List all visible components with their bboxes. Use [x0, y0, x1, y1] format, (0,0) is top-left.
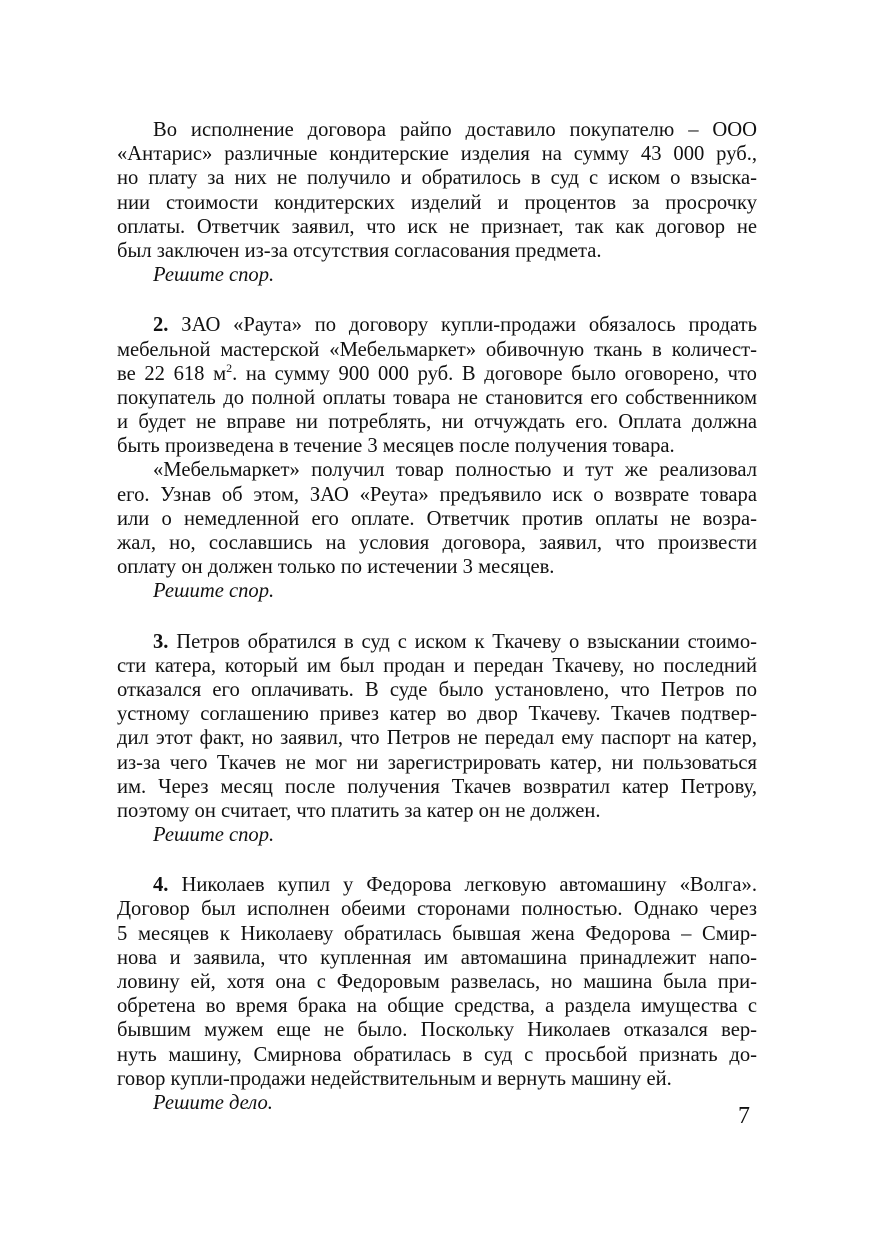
task-4 [117, 873, 757, 1115]
text-line: говор купли-продажи недействительным и вернуть машину ей. [117, 1067, 672, 1090]
text-line: нова и заявила, что купленная им автомашина принадлежит напо- [117, 946, 757, 969]
text-line: сти катера, который им был продан и передан Ткачеву, но последний [117, 654, 757, 677]
text-line: и будет не вправе ни потреблять, ни отчуждать его. Оплата должна [117, 411, 757, 434]
text-fragment: Николаев купил у Федорова легковую автомашину «Волга». [181, 874, 757, 897]
task-2-verdict: Решите спор. [153, 580, 275, 603]
text-line: отказался его оплачивать. В суде было установлено, что Петров по [117, 678, 757, 701]
text-line [117, 362, 757, 386]
task-3 [117, 630, 757, 848]
text-line: бывшим мужем еще не было. Поскольку Николаев отказался вер- [117, 1019, 757, 1042]
text-line: быть произведена в течение 3 месяцев после получения товара. [117, 435, 675, 458]
text-line: его. Узнав об этом, ЗАО «Реута» предъявило иск о возврате товара [117, 483, 757, 506]
text-line: им. Через месяц после получения Ткачев возвратил катер Петрову, [117, 775, 757, 798]
task-4-verdict: Решите дело. [153, 1091, 273, 1114]
text-line: или о немедленной его оплате. Ответчик против оплаты не возра- [117, 507, 757, 530]
page-number: 7 [738, 1103, 750, 1129]
task-3-verdict: Решите спор. [153, 824, 275, 847]
text-line: мебельной мастерской «Мебельмаркет» обивочную ткань в количест- [117, 338, 757, 361]
task-number: 4. [153, 874, 169, 897]
text-line: обретена во время брака на общие средства, а раздела имущества с [117, 995, 757, 1018]
text-line: покупатель до полной оплаты товара не становится его собственником [117, 386, 757, 409]
text-line: но плату за них не получило и обратилось в суд с иском о взыска- [117, 167, 757, 190]
text-fragment: . на сумму 900 000 руб. В договоре было оговорено, что [232, 362, 757, 385]
superscript: 2 [226, 360, 233, 375]
text-line: Во исполнение договора райпо доставило покупателю – ООО [153, 119, 757, 141]
task-3-first-line [117, 630, 757, 654]
page-body [117, 118, 757, 1115]
text-line: из-за чего Ткачев не мог ни зарегистрировать катер, ни пользоваться [117, 751, 757, 774]
text-line: жал, но, сославшись на условия договора, заявил, что произвести [117, 532, 757, 554]
task-number: 3. [153, 630, 169, 653]
text-fragment: ве 22 618 м [117, 362, 227, 385]
task-1-verdict: Решите спор. [153, 264, 275, 287]
text-line: «Мебельмаркет» получил товар полностью и тут же реализовал [153, 459, 757, 482]
text-line: нуть машину, Смирнова обратилась в суд с просьбой признать до- [117, 1043, 757, 1066]
text-line: дил этот факт, но заявил, что Петров не передал ему паспорт на катер, [117, 727, 757, 750]
text-line: Договор был исполнен обеими сторонами полностью. Однако через [117, 898, 757, 921]
text-line: устному соглашению привез катер во двор Ткачеву. Ткачев подтвер- [117, 703, 757, 726]
text-line: был заключен из-за отсутствия согласования предмета. [117, 239, 602, 262]
task-1-text [117, 118, 757, 287]
text-line: «Антарис» различные кондитерские изделия на сумму 43 000 руб., [117, 143, 757, 166]
text-line: 5 месяцев к Николаеву обратилась бывшая жена Федорова – Смир- [117, 922, 757, 945]
text-line: ловину ей, хотя она с Федоровым развелась, но машина была при- [117, 971, 757, 993]
text-line: нии стоимости кондитерских изделий и процентов за просрочку [117, 191, 757, 214]
text-line: оплату он должен только по истечении 3 месяцев. [117, 556, 555, 579]
task-2 [117, 313, 757, 603]
text-line: оплаты. Ответчик заявил, что иск не признает, так как договор не [117, 215, 757, 238]
task-number: 2. [153, 314, 169, 337]
text-fragment: ЗАО «Раута» по договору купли-продажи обязалось продать [181, 314, 757, 337]
task-2-first-line [117, 313, 757, 337]
text-fragment: Петров обратился в суд с иском к Ткачеву о взыскании стоимо- [176, 630, 757, 653]
task-4-first-line [117, 873, 757, 897]
text-line: поэтому он считает, что платить за катер он не должен. [117, 799, 601, 822]
